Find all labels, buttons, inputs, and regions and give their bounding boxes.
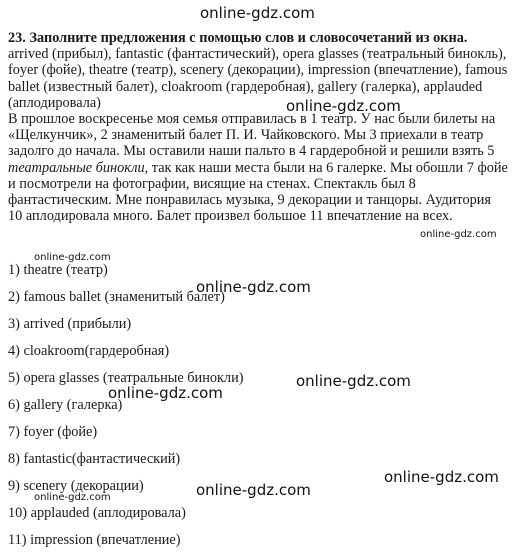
story-italic: театральные бинокли [8,159,145,176]
story-text [8,111,508,224]
answer-item: 8) fantastic(фантастический) [8,451,181,467]
watermark: online-gdz.com [196,278,311,296]
exercise-text [8,30,508,224]
answer-item: 5) opera glasses (театральные бинокли) [8,370,244,386]
answer-item: 1) theatre (театр) [8,262,108,278]
task-instruction: Заполните предложения с помощью слов и словосочетаний из окна. [29,30,468,46]
watermark: online-gdz.com [108,384,223,402]
story-part-1: В прошлое воскресенье моя семья отправилась в 1 театр. У нас были билеты на «Щелкунчик», 2 знаменитый балет П. И. Чайковского. Мы 3 приехали в театр задолго до начала. Мы оставили наши пальто в 4 гардеробной и решили взять 5 [8,111,496,160]
watermark: online-gdz.com [200,4,315,22]
watermark: online-gdz.com [34,252,111,263]
word-box: arrived (прибыл), fantastic (фантастический), opera glasses (театральный бинокль), foyer (фойе), theatre (театр), scenery (декорации), impression (впечатление), famous ballet (известный балет), cloakroom (гардеробная), gallery (галерка), applauded (аплодировала) [8,46,508,111]
answer-item: 6) gallery (галерка) [8,397,123,413]
answer-item: 4) cloakroom(гардеробная) [8,343,170,359]
watermark: online-gdz.com [286,97,401,115]
answer-item: 9) scenery (декорации) [8,478,144,494]
answer-item: 2) famous ballet (знаменитый балет) [8,289,225,305]
story-part-2: , так как наши места были на 6 галерке. Мы обошли 7 фойе и посмотрели на фотографии, висящие на стенах. Спектакль был 8 фантастическим. Мне понравилась музыка, 9 декорации и танцоры. Аудитория 10 аплодировала много. Балет произвел большое 11 впечатление на всех. [8,159,508,225]
answer-list [8,262,243,559]
watermark: online-gdz.com [420,229,497,240]
watermark: online-gdz.com [196,481,311,499]
watermark: online-gdz.com [34,492,111,503]
watermark: online-gdz.com [296,372,411,390]
task-number: 23. [8,30,26,46]
answer-item: 10) applauded (аплодировала) [8,505,186,521]
answer-item: 3) arrived (прибыли) [8,316,132,332]
watermark: online-gdz.com [384,468,499,486]
answer-item: 7) foyer (фойе) [8,424,98,440]
task-text [8,30,508,111]
answer-item: 11) impression (впечатление) [8,532,181,548]
